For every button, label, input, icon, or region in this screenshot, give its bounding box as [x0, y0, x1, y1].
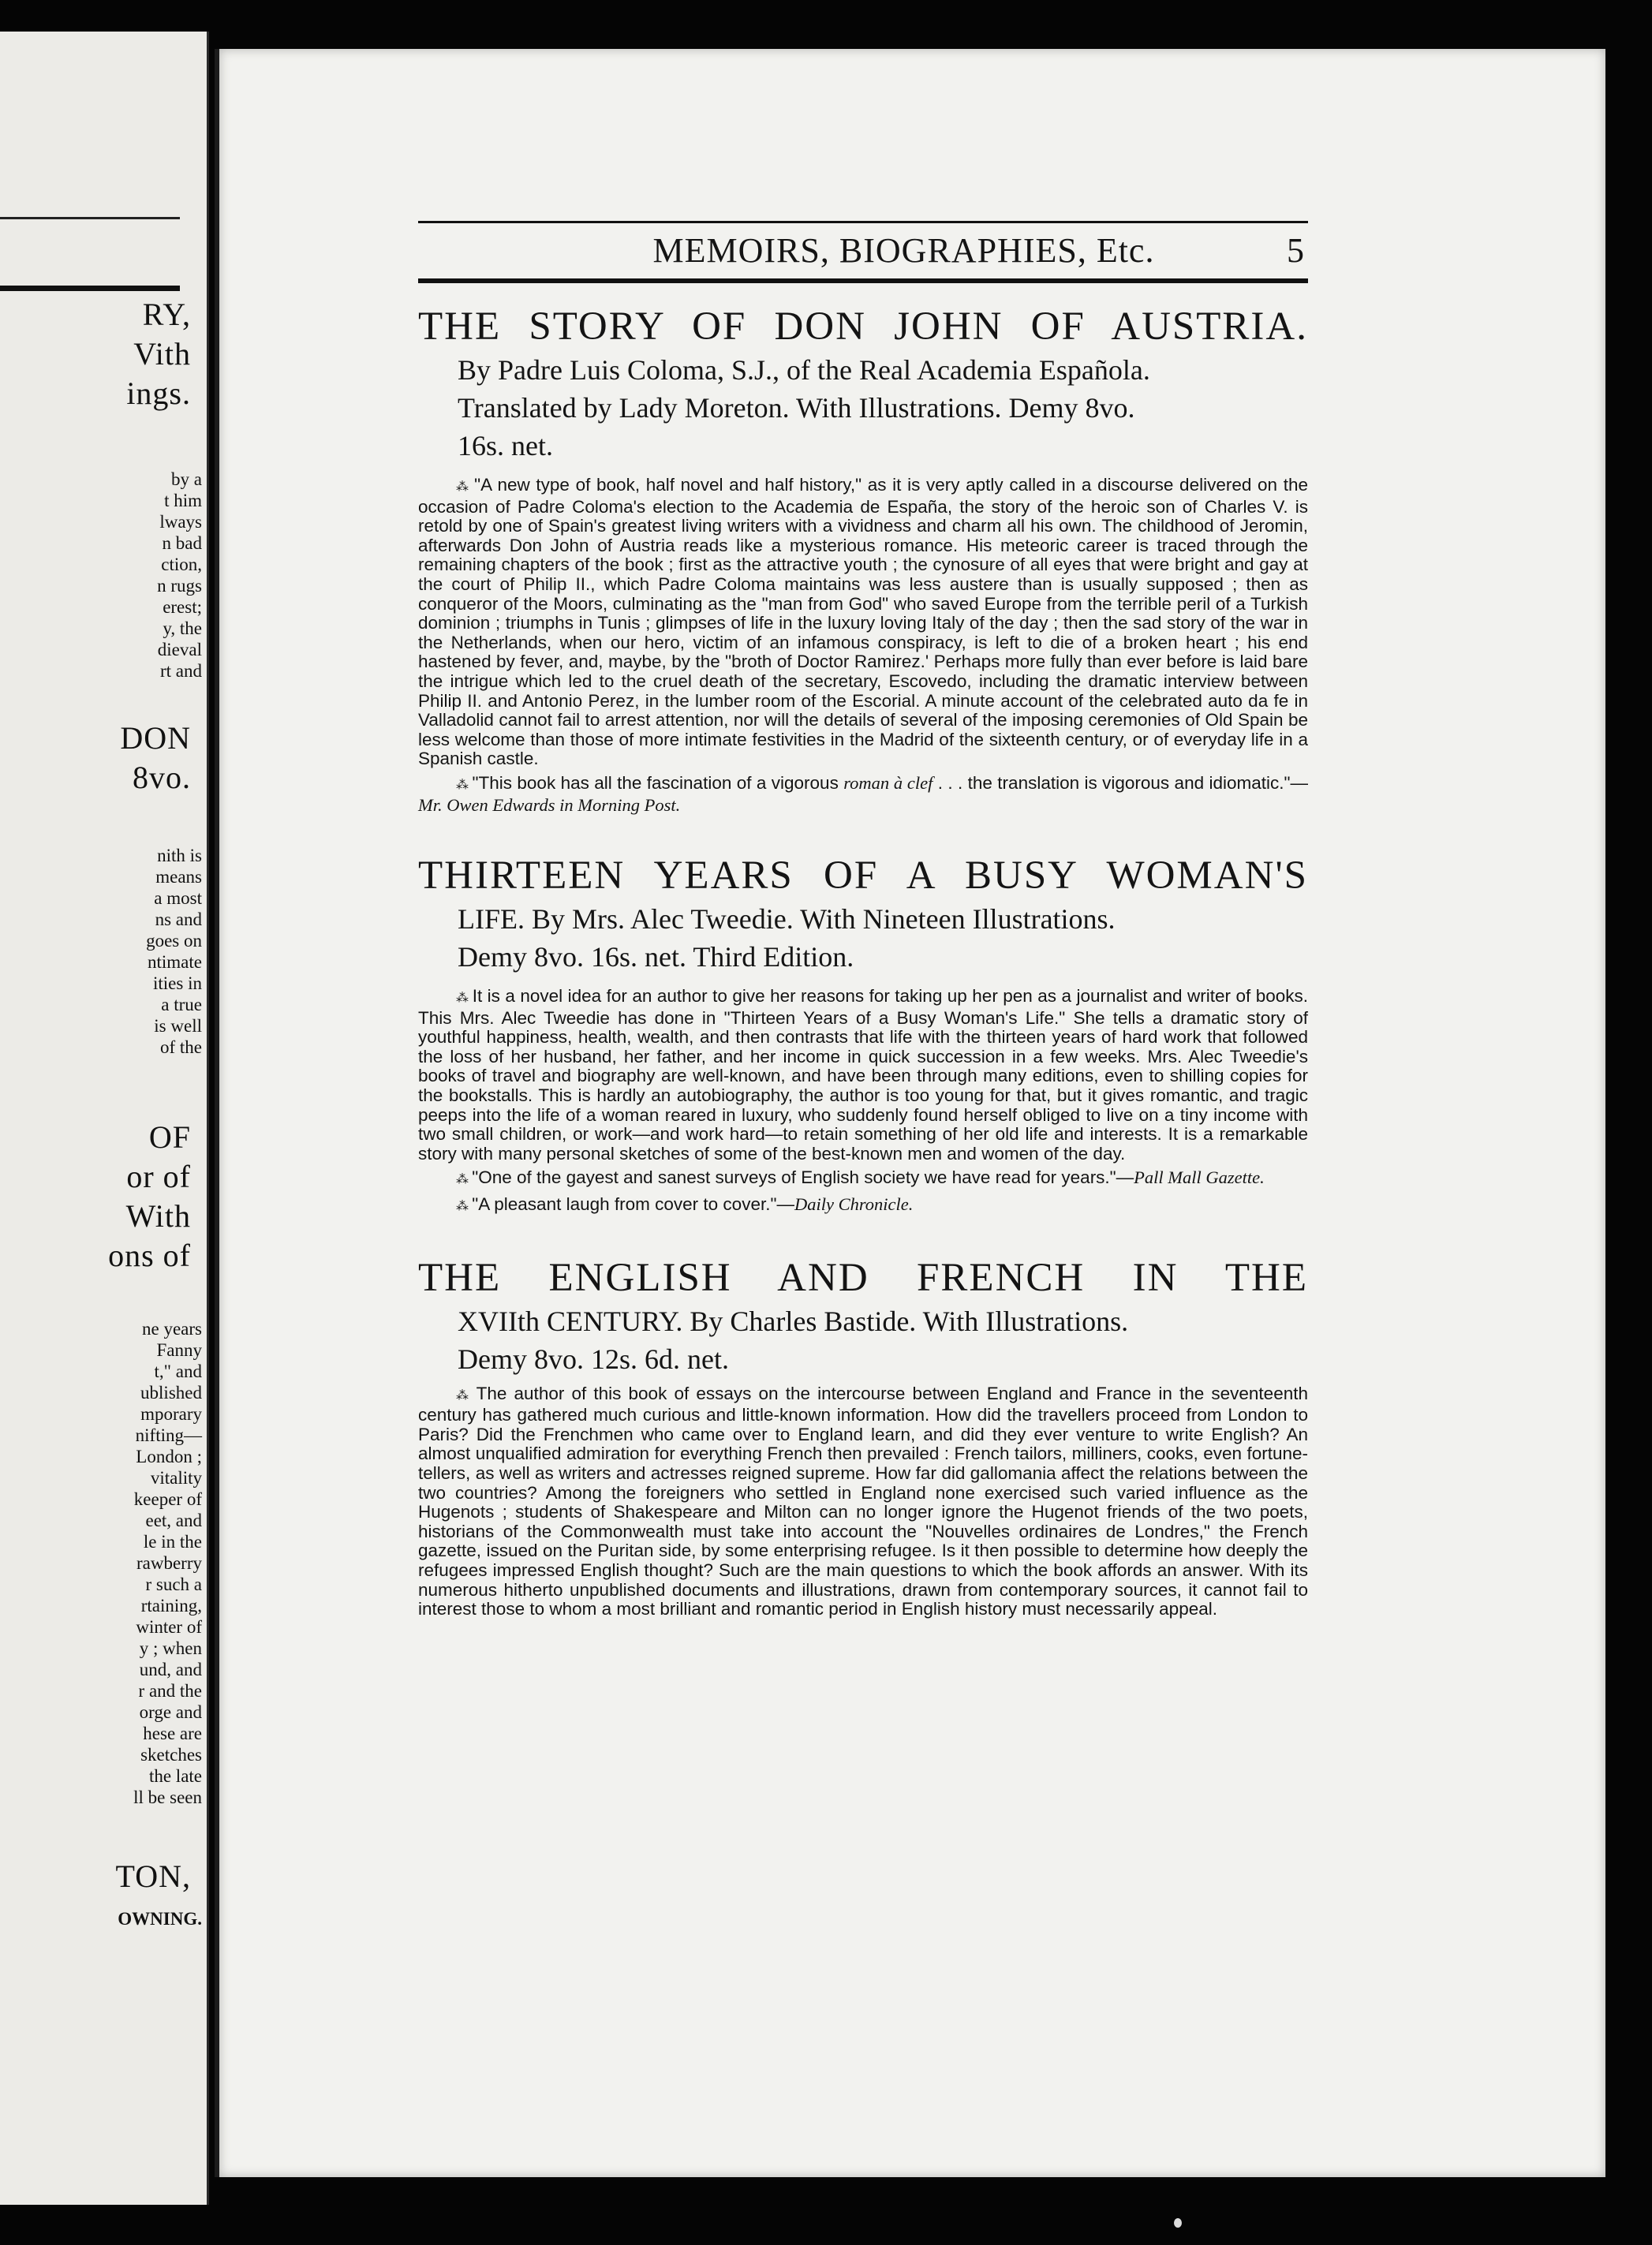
entry-meta-line: By Padre Luis Coloma, S.J., of the Real Academia Española. [458, 354, 1150, 386]
left-page-fragment: a most [154, 888, 202, 908]
page-content [418, 221, 1308, 1619]
running-header-title: MEMOIRS, BIOGRAPHIES, Etc. [652, 231, 1155, 270]
left-page-fragment: ction, [161, 555, 202, 574]
left-page-fragment: With [125, 1198, 191, 1234]
left-page-fragment: erest; [163, 597, 202, 617]
entry-meta-line: Demy 8vo. 16s. net. Third Edition. [458, 941, 854, 973]
left-page-fragment: the late [148, 1766, 202, 1786]
entry-description [418, 987, 1308, 1164]
left-page-fragment: t him [164, 491, 202, 510]
left-page-fragment: is well [154, 1016, 202, 1036]
review-quote-text: "A pleasant laugh from cover to cover."— [472, 1194, 794, 1215]
ink-blot [1174, 2218, 1182, 2228]
left-page-fragment: OF [148, 1119, 191, 1155]
left-page-fragment: r such a [145, 1574, 202, 1594]
left-page-fragment: by a [171, 469, 202, 489]
review-quote-after: . . . the translation is vigorous and idiomatic."— [933, 772, 1308, 793]
header-rule-bottom [418, 278, 1308, 283]
left-page-fragment: r and the [138, 1681, 202, 1701]
review-quote-italic: roman à clef [843, 772, 933, 793]
left-page-fragment: TON, [115, 1858, 191, 1894]
review-source: Daily Chronicle. [794, 1194, 914, 1215]
asterism-icon: ⁂ [456, 480, 469, 494]
left-page-fragment: dieval [157, 640, 202, 659]
left-page-fragment: rtaining, [140, 1596, 202, 1616]
entry-description [418, 1384, 1308, 1619]
left-page-fragment: Vith [133, 336, 191, 372]
entry-meta-line: LIFE. By Mrs. Alec Tweedie. With Nineteen Illustrations. [458, 903, 1116, 936]
left-page-fragment: vitality [150, 1468, 202, 1488]
left-page-fragment: ings. [126, 375, 191, 411]
left-page-fragment: ities in [153, 973, 202, 993]
left-page-fragment: means [155, 867, 202, 887]
left-page-fragment: nifting— [135, 1425, 202, 1445]
left-page-fragment: ns and [155, 910, 202, 929]
left-page-fragment: y ; when [139, 1638, 202, 1658]
left-page [0, 32, 209, 2205]
left-page-fragment: ntimate [148, 952, 202, 972]
entry-don-john [418, 302, 1308, 815]
entry-meta-line: Demy 8vo. 12s. 6d. net. [458, 1343, 729, 1375]
review-source: Mr. Owen Edwards in Morning Post. [418, 794, 681, 815]
left-page-fragment: OWNING. [118, 1909, 202, 1929]
left-page-fragment: ne years [142, 1319, 202, 1339]
left-page-rule-thick [0, 286, 180, 291]
review-quote-text: "One of the gayest and sanest surveys of English society we have read for years."— [472, 1167, 1134, 1188]
left-page-rule [0, 217, 180, 219]
left-page-fragment: keeper of [133, 1489, 202, 1509]
entry-busy-woman [418, 851, 1308, 1217]
left-page-fragment: ons of [108, 1238, 191, 1273]
left-page-fragment: hese are [143, 1724, 202, 1743]
left-page-fragment: London ; [136, 1447, 202, 1466]
review-quote [418, 1195, 1308, 1217]
entry-description [418, 476, 1308, 769]
left-page-fragment: DON [120, 720, 191, 756]
left-page-fragment: rawberry [136, 1553, 202, 1573]
entry-meta-line: 16s. net. [458, 430, 553, 461]
left-page-fragment: Fanny [156, 1340, 202, 1360]
left-page-fragment: RY, [142, 297, 191, 332]
left-page-fragment: y, the [163, 618, 202, 638]
left-page-fragment: nith is [157, 846, 202, 865]
left-page-fragment: mporary [140, 1404, 202, 1424]
left-page-fragment: t," and [154, 1362, 202, 1381]
review-source: Pall Mall Gazette. [1134, 1167, 1265, 1188]
page-number: 5 [1287, 231, 1305, 270]
left-page-fragment: winter of [136, 1617, 202, 1637]
left-page-fragment: a true [161, 995, 202, 1014]
review-quote [418, 774, 1308, 815]
review-quote-text: "This book has all the fascination of a vigorous [472, 772, 839, 793]
running-header [418, 223, 1308, 278]
left-page-fragment: lways [159, 512, 202, 532]
left-page-fragment: 8vo. [133, 760, 191, 795]
left-page-fragment: goes on [146, 931, 202, 951]
left-page-fragment: n bad [162, 533, 202, 553]
entry-meta-line: XVIIth CENTURY. By Charles Bastide. With Illustrations. [458, 1305, 1129, 1337]
asterism-icon: ⁂ [456, 1200, 467, 1214]
left-page-fragment: or of [126, 1159, 191, 1194]
right-page [215, 49, 1605, 2177]
left-page-fragment: und, and [139, 1660, 202, 1679]
entry-description-text: The author of this book of essays on the intercourse between England and France in the seventeenth century has gathered much curious and little-known information. How did the travellers proceed from London to Paris? Did the Frenchmen who came over to England learn, and did they ever venture to write English? An almost unqualified admiration for everything French then prevailed : French tailors, milliners, cooks, even fortune-tellers, as well as writers and actresses reigned supreme. How far did gallomania affect the relations between the two countries? Among the foreigners who settled in England none exercised such varied influence as the Hugenots ; students of Shakespeare and Milton can no longer ignore the Hugenot friends of the two poets, historians of the Commonwealth must take into account the "Nouvelles ordinaires de Londres," the French gazette, issued on the Puritan side, by some enterprising refugee. Is it then possible to determine how deeply the refugees impressed English thought? Such are the main questions to which the book affords an answer. With its numerous hitherto unpublished documents and illustrations, drawn from contemporary sources, it cannot fail to interest those to whom a most brilliant and romantic period in English history must necessarily appeal. [418, 1383, 1308, 1619]
asterism-icon: ⁂ [456, 992, 468, 1006]
left-page-fragment: rt and [159, 661, 202, 681]
entry-meta-line: Translated by Lady Moreton. With Illustrations. Demy 8vo. [458, 392, 1135, 424]
left-page-fragment: of the [159, 1037, 202, 1057]
entry-description-text: It is a novel idea for an author to give her reasons for taking up her pen as a journalist and writer of books. This Mrs. Alec Tweedie has done in "Thirteen Years of a Busy Woman's Life." She tells a dramatic story of youthful happiness, health, wealth, and then contrasts that life with the thirteen years of hard work that followed the loss of her husband, her father, and her income in quick succession in a few weeks. Mrs. Alec Tweedie's books of travel and biography are well-known, and have been through many editions, even to shilling copies for the bookstalls. This is hardly an autobiography, the author is too young for that, but it gives romantic, and tragic peeps into the life of a woman reared in luxury, who suddenly found herself obliged to live on a tiny income with two small children, or work—and work hard—to retain something of her old life and interests. It is a remarkable story with many personal sketches of some of the best-known men and women of the day. [418, 986, 1308, 1164]
asterism-icon: ⁂ [456, 778, 468, 792]
left-page-fragment: ublished [140, 1383, 202, 1403]
entry-english-french [418, 1253, 1308, 1619]
asterism-icon: ⁂ [456, 1388, 469, 1403]
review-quote [418, 1168, 1308, 1190]
left-page-fragment: eet, and [145, 1511, 202, 1530]
left-page-fragment: sketches [140, 1745, 202, 1765]
entry-title: THE ENGLISH AND FRENCH IN THE [418, 1255, 1308, 1300]
left-page-fragment: ll be seen [133, 1787, 202, 1807]
entry-title: THE STORY OF DON JOHN OF AUSTRIA. [418, 304, 1308, 349]
entry-title: THIRTEEN YEARS OF A BUSY WOMAN'S [418, 854, 1308, 898]
asterism-icon: ⁂ [456, 1173, 467, 1187]
entry-description-text: "A new type of book, half novel and half history," as it is very aptly called in a discourse delivered on the occasion of Padre Coloma's election to the Academia de España, the story of the heroic son of Charles V. is retold by one of Spain's greatest living writers with a vividness and charm all his own. The childhood of Jeromin, afterwards Don John of Austria reads like a mysterious romance. His meteoric career is traced through the remaining chapters of the book ; first as the attractive youth ; the cynosure of all eyes that were bright and gay at the court of Philip II., which Padre Coloma maintains was less austere than is usually supposed ; then as conqueror of the Moors, culminating as the "man from God" who saved Europe from the terrible peril of a Turkish dominion ; triumphs in Tunis ; glimpses of life in the luxury loving Italy of the day ; then the sad story of the war in the Netherlands, when our hero, victim of an infamous conspiracy, is left to die of a broken heart ; his end hastened by fever, and, maybe, by the "broth of Doctor Ramirez.' Perhaps more fully than ever before is laid bare the intrigue which led to the cruel death of the secretary, Escovedo, including the dramatic interview between Philip II. and Antonio Perez, in the lumber room of the Escorial. A minute account of the celebrated auto da fe in Valladolid cannot fail to arrest attention, nor will the details of several of the imposing ceremonies of Old Spain be less welcome than those of more intimate festivities in the Madrid of the sixteenth century, or of everyday life in a Spanish castle. [418, 475, 1308, 769]
left-page-fragment: n rugs [157, 576, 202, 596]
left-page-fragment: orge and [139, 1702, 202, 1722]
left-page-fragment: le in the [143, 1532, 202, 1552]
